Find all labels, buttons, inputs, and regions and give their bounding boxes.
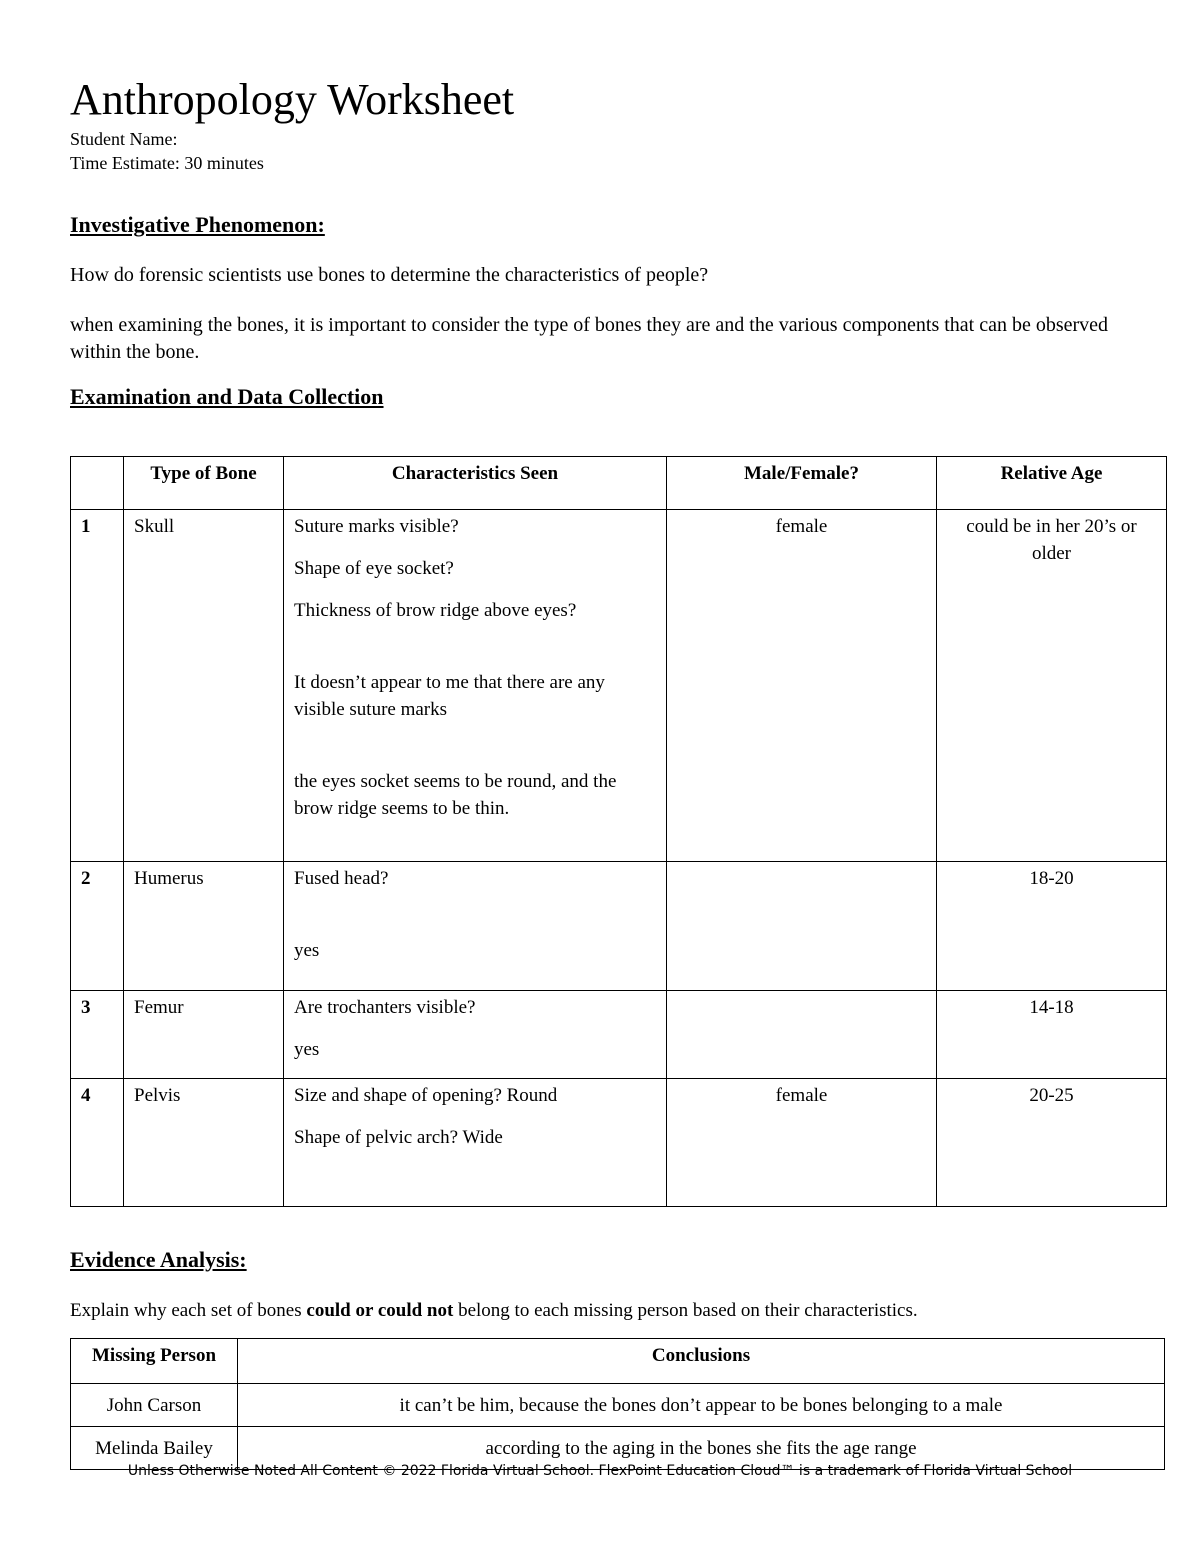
characteristic-question: Shape of eye socket? — [294, 558, 454, 579]
row-number: 3 — [71, 991, 124, 1079]
conclusion-cell: according to the aging in the bones she fits the age range — [238, 1427, 1165, 1470]
characteristic-question: Size and shape of opening? Round — [294, 1085, 558, 1106]
age-cell: 18-20 — [937, 862, 1167, 991]
sex-cell — [667, 862, 937, 991]
characteristics-cell — [284, 1079, 667, 1207]
table-row — [71, 510, 1167, 862]
bone-type: Pelvis — [124, 1079, 284, 1207]
bone-data-table — [70, 456, 1167, 1207]
missing-person-table — [70, 1338, 1165, 1470]
phenomenon-question: How do forensic scientists use bones to determine the characteristics of people? — [70, 264, 709, 286]
student-name-label: Student Name: — [70, 129, 178, 149]
examination-heading: Examination and Data Collection — [70, 384, 384, 409]
row-number: 1 — [71, 510, 124, 862]
characteristic-question: Suture marks visible? — [294, 516, 459, 537]
characteristic-question: Fused head? — [294, 868, 389, 889]
characteristic-answer: the eyes socket seems to be round, and the brow ridge seems to be thin. — [294, 771, 617, 819]
page-title: Anthropology Worksheet — [70, 75, 515, 124]
characteristics-cell — [284, 862, 667, 991]
header-relative-age: Relative Age — [937, 457, 1167, 510]
table-row — [71, 991, 1167, 1079]
table-row — [71, 1079, 1167, 1207]
phenomenon-heading: Investigative Phenomenon: — [70, 212, 325, 237]
age-cell: could be in her 20’s or older — [937, 510, 1167, 862]
sex-cell — [667, 991, 937, 1079]
characteristic-answer: yes — [294, 940, 320, 961]
copyright-footer: Unless Otherwise Noted All Content © 2022 Florida Virtual School. FlexPoint Education Cloud™ is a trademark of Florida Virtual School — [127, 1463, 1073, 1479]
header-number — [71, 457, 124, 510]
characteristic-question: Shape of pelvic arch? Wide — [294, 1127, 503, 1148]
header-missing-person: Missing Person — [71, 1339, 238, 1384]
conclusion-cell: it can’t be him, because the bones don’t appear to be bones belonging to a male — [238, 1384, 1165, 1427]
table-row — [71, 1384, 1165, 1427]
evidence-instructions: Explain why each set of bones could or could not belong to each missing person based on their characteristics. — [70, 1300, 918, 1321]
time-estimate: Time Estimate: 30 minutes — [70, 153, 264, 173]
table-header-row — [71, 457, 1167, 510]
characteristics-cell — [284, 991, 667, 1079]
phenomenon-text: when examining the bones, it is important to consider the type of bones they are and the various components that can be observed within the bone. — [70, 314, 1109, 363]
characteristic-answer: yes — [294, 1039, 320, 1060]
characteristic-answer: It doesn’t appear to me that there are any visible suture marks — [294, 672, 605, 720]
table-row — [71, 862, 1167, 991]
bone-type: Femur — [124, 991, 284, 1079]
characteristic-question: Thickness of brow ridge above eyes? — [294, 600, 577, 621]
header-male-female: Male/Female? — [667, 457, 937, 510]
age-cell: 14-18 — [937, 991, 1167, 1079]
age-cell: 20-25 — [937, 1079, 1167, 1207]
evidence-heading: Evidence Analysis: — [70, 1247, 247, 1272]
characteristic-question: Are trochanters visible? — [294, 997, 476, 1018]
header-conclusions: Conclusions — [238, 1339, 1165, 1384]
bone-type: Skull — [124, 510, 284, 862]
missing-person-name: Melinda Bailey — [71, 1427, 238, 1470]
row-number: 4 — [71, 1079, 124, 1207]
missing-person-name: John Carson — [71, 1384, 238, 1427]
header-type-of-bone: Type of Bone — [124, 457, 284, 510]
header-characteristics: Characteristics Seen — [284, 457, 667, 510]
bone-type: Humerus — [124, 862, 284, 991]
table-header-row — [71, 1339, 1165, 1384]
characteristics-cell — [284, 510, 667, 862]
sex-cell: female — [667, 510, 937, 862]
row-number: 2 — [71, 862, 124, 991]
sex-cell: female — [667, 1079, 937, 1207]
